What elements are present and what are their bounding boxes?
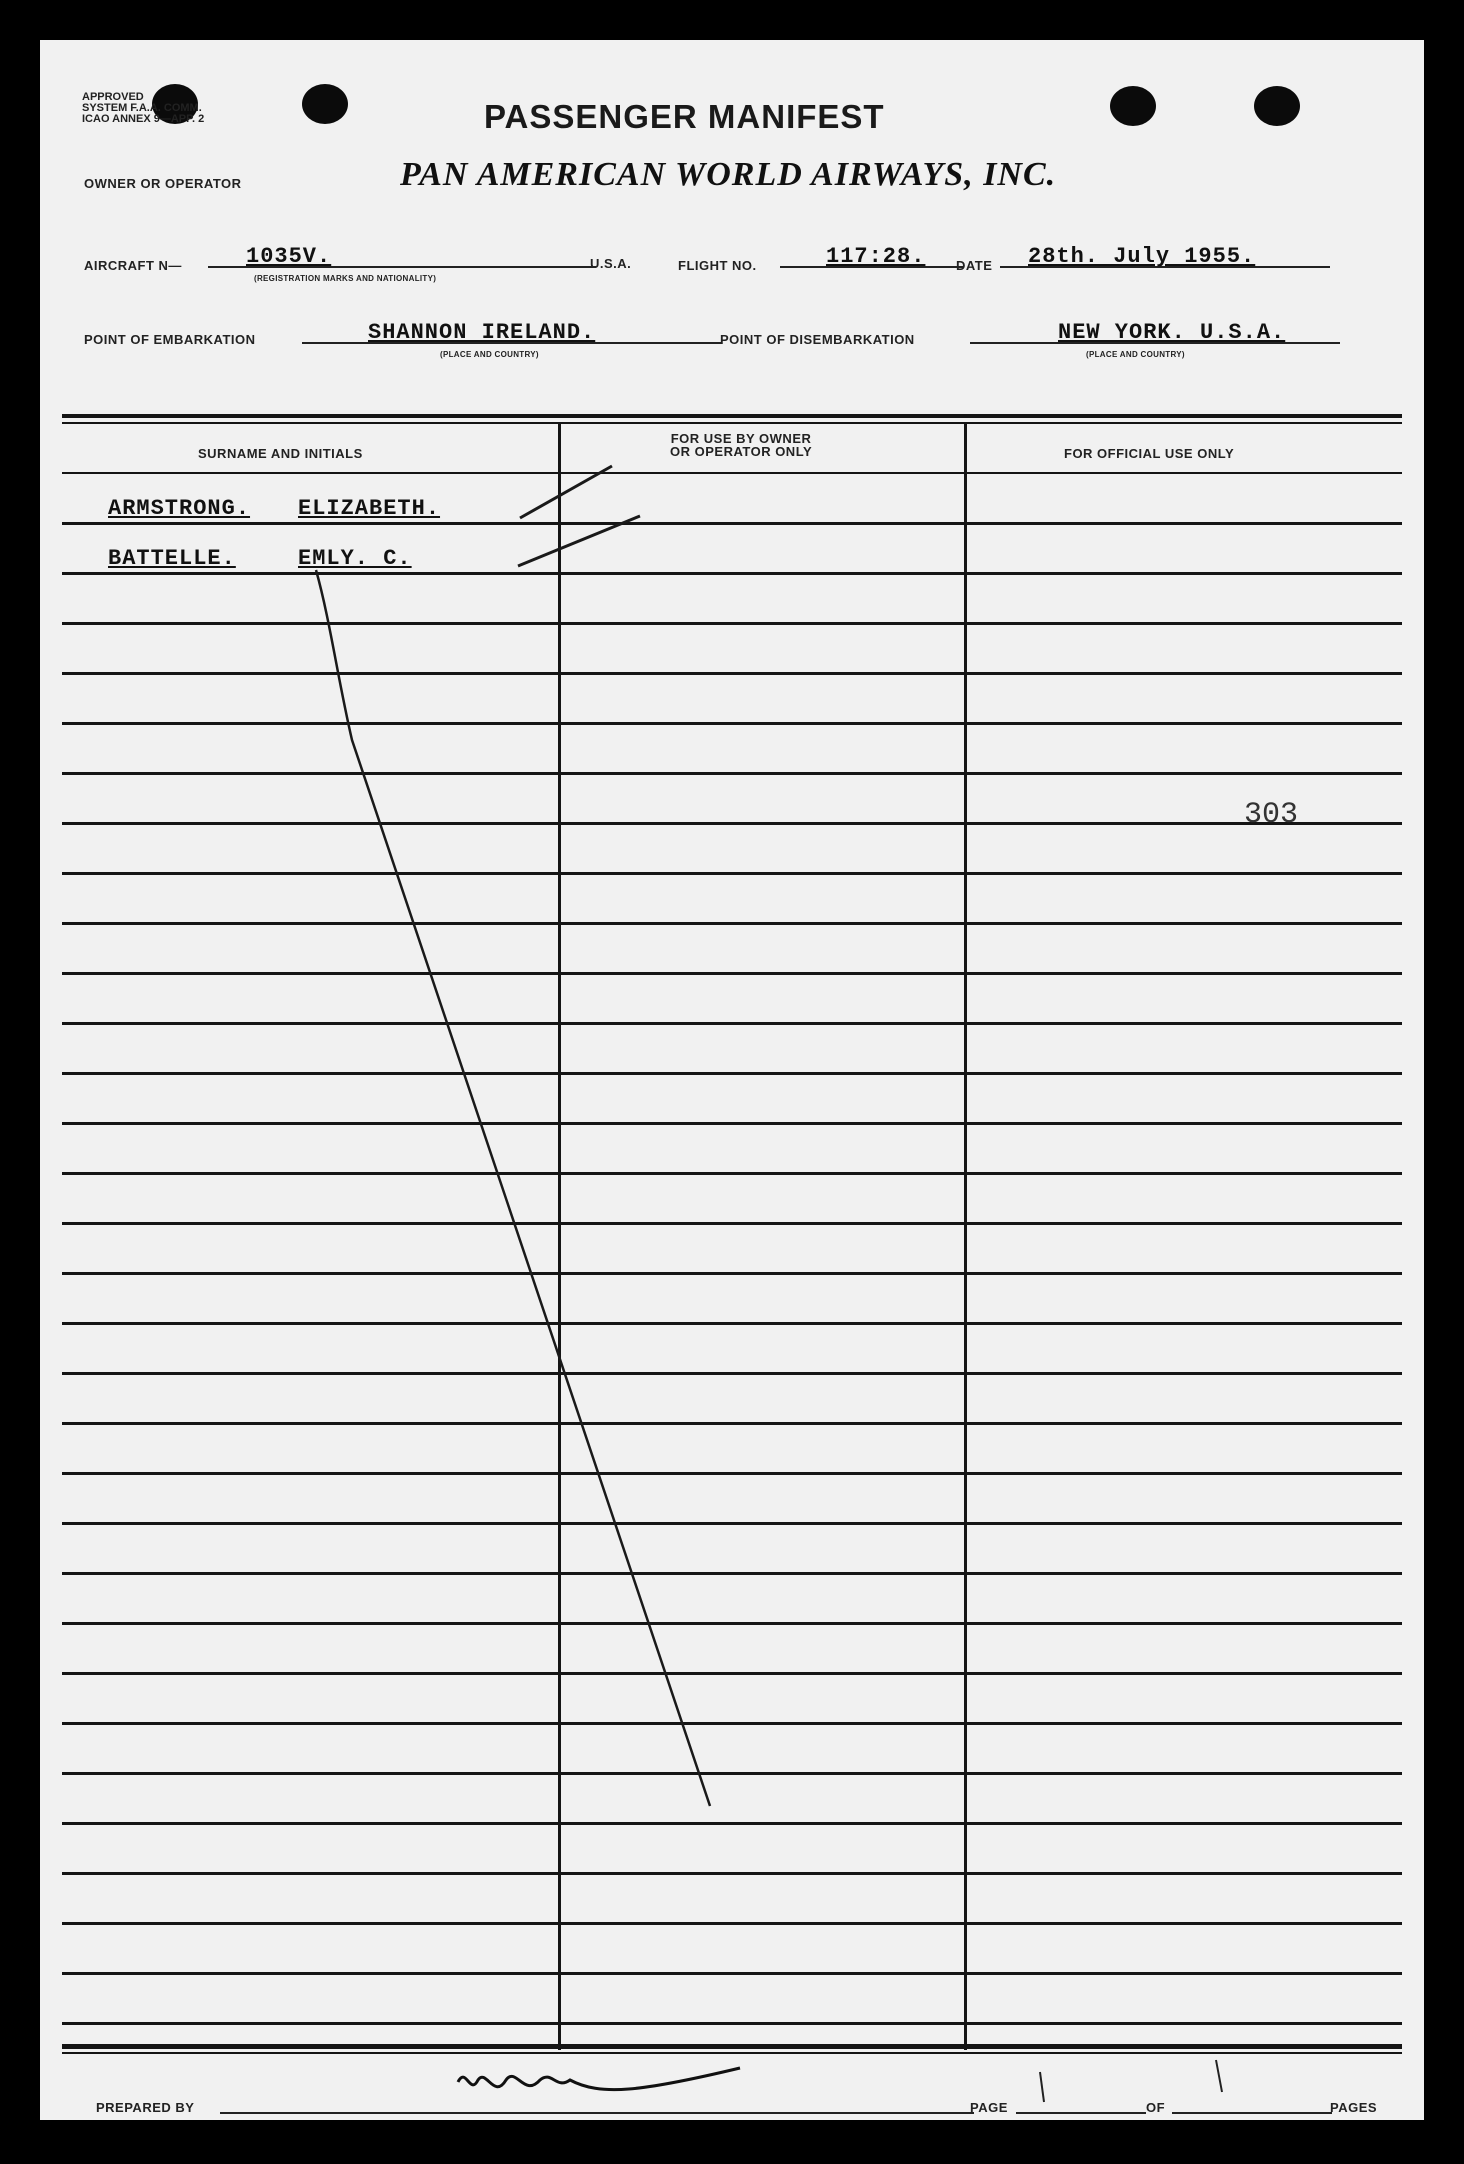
approval-line: ICAO ANNEX 9—APP. 2 <box>82 113 205 125</box>
passenger-surname: BATTELLE. <box>108 546 236 571</box>
date-label: DATE <box>956 258 993 273</box>
preparer-signature <box>458 2068 740 2090</box>
document-title: PASSENGER MANIFEST <box>484 98 885 135</box>
col-header-owner-line: FOR USE BY OWNER <box>670 431 812 446</box>
owner-label: OWNER OR OPERATOR <box>84 176 242 191</box>
check-mark <box>520 466 612 518</box>
prepared-by-line <box>220 2112 974 2114</box>
disembarkation-value: NEW YORK. U.S.A. <box>1058 320 1286 345</box>
check-mark <box>518 516 640 566</box>
page-number-mark <box>1040 2072 1044 2102</box>
col-header-official: FOR OFFICIAL USE ONLY <box>1064 446 1235 461</box>
disembarkation-caption: (PLACE AND COUNTRY) <box>1086 350 1185 359</box>
aircraft-value: 1035V. <box>246 244 332 269</box>
embarkation-caption: (PLACE AND COUNTRY) <box>440 350 539 359</box>
usa-label: U.S.A. <box>590 256 632 271</box>
official-number: 303 <box>1244 798 1299 832</box>
aircraft-label: AIRCRAFT N— <box>84 258 182 273</box>
of-line <box>1172 2112 1332 2114</box>
of-label: OF <box>1146 2100 1166 2115</box>
pages-total-mark <box>1216 2060 1222 2092</box>
page-label: PAGE <box>970 2100 1008 2115</box>
pages-label: PAGES <box>1330 2100 1378 2115</box>
flight-number: 117:28. <box>826 244 926 269</box>
aircraft-caption: (REGISTRATION MARKS AND NATIONALITY) <box>254 274 437 283</box>
cancel-line <box>316 570 710 1806</box>
flight-label: FLIGHT NO. <box>678 258 757 273</box>
approval-line: APPROVED <box>82 91 144 103</box>
operator-name: PAN AMERICAN WORLD AIRWAYS, INC. <box>400 156 1057 193</box>
manifest-page <box>40 40 1424 2120</box>
col-header-owner-line: OR OPERATOR ONLY <box>670 444 813 459</box>
disembarkation-label: POINT OF DISEMBARKATION <box>720 332 915 347</box>
prepared-by-label: PREPARED BY <box>96 2100 195 2115</box>
pen-marks <box>40 40 1424 2120</box>
col-header-surname: SURNAME AND INITIALS <box>198 446 363 461</box>
passenger-initials: ELIZABETH. <box>298 496 441 521</box>
passenger-surname: ARMSTRONG. <box>108 496 251 521</box>
approval-line: SYSTEM F.A.A. COMM. <box>82 102 202 114</box>
passenger-initials: EMLY. C. <box>298 546 412 571</box>
date-value: 28th. July 1955. <box>1028 244 1256 269</box>
embarkation-value: SHANNON IRELAND. <box>368 320 596 345</box>
embarkation-label: POINT OF EMBARKATION <box>84 332 256 347</box>
page-line <box>1016 2112 1146 2114</box>
